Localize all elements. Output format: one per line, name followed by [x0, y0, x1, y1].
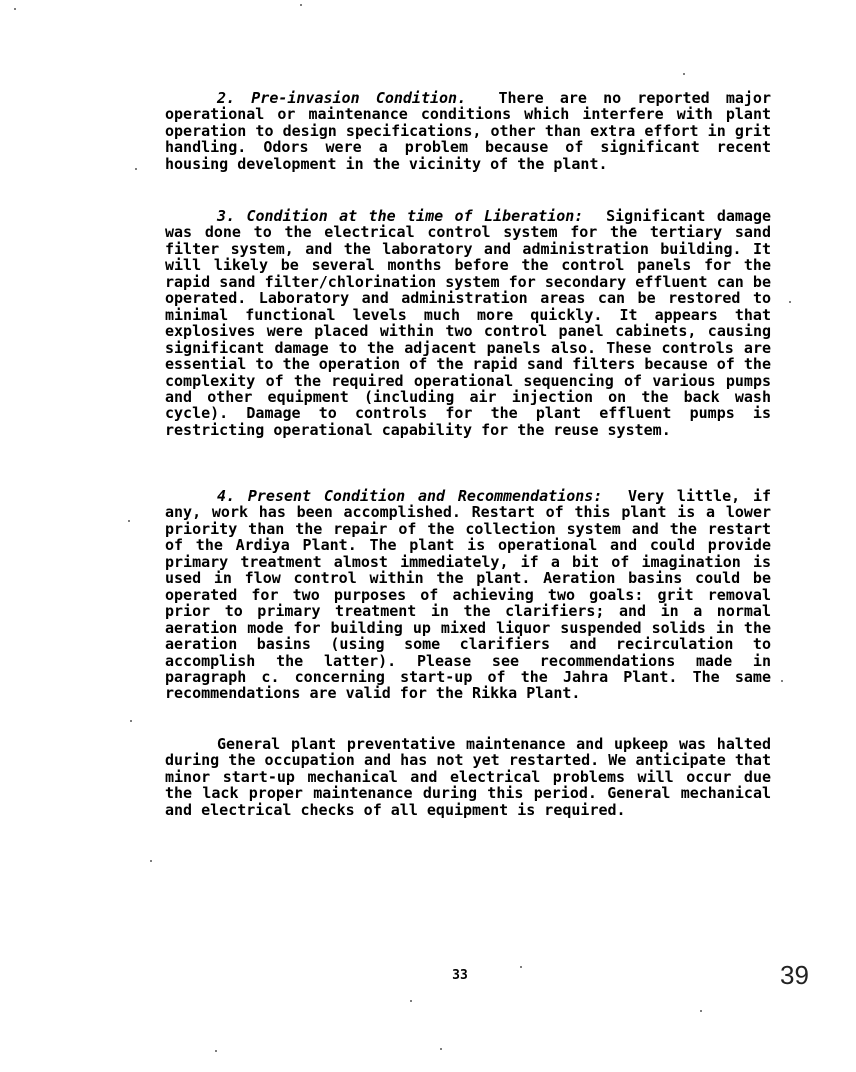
paragraph-heading: 3. Condition at the time of Liberation:: [217, 207, 584, 225]
scan-speck: [150, 860, 152, 862]
scan-speck: [683, 73, 685, 75]
scan-speck: [14, 8, 16, 10]
scan-speck: [781, 680, 783, 682]
scan-speck: [130, 720, 132, 722]
paragraph-general-maintenance: [165, 736, 771, 818]
stamp-number: 39: [780, 960, 809, 990]
paragraph-body: Significant damage was done to the electrical control system for the tertiary sand filter system, and the laboratory and administration building. It will likely be several months before the control panels for the rapid sand filter/chlorination system for secondary effluent can be operated. Laboratory and administration areas can be restored to minimal functional levels much more quickly. It appears that explosives were placed within two control panel cabinets, causing significant damage to the adjacent panels also. These controls are essential to the operation of the rapid sand filters because of the complexity of the required operational sequencing of various pumps and other equipment (including air injection on the back wash cycle). Damage to controls for the plant effluent pumps is restricting operational capability for the reuse system.: [165, 207, 772, 439]
scan-speck: [440, 1048, 442, 1050]
scan-speck: [135, 168, 137, 170]
scan-speck: [300, 4, 302, 6]
paragraph-body: There are no reported major operational or maintenance conditions which interfere with plant operation to design specifications, other than extra effort in grit handling. Odors were a problem because of significant recent housing development in the vicinity of the plant.: [165, 89, 771, 173]
page-number: 33: [452, 968, 468, 983]
scan-speck: [520, 966, 522, 968]
scan-speck: [789, 301, 791, 303]
paragraph-present-condition: [165, 488, 771, 702]
scan-speck: [215, 1050, 217, 1052]
paragraph-body: Very little, if any, work has been accomplished. Restart of this plant is a lower priority than the repair of the collection system and the restart of the Ardiya Plant. The plant is operational and could provide primary treatment almost immediately, if a bit of imagination is used in flow control within the plant. Aeration basins could be operated for two purposes of achieving two goals: grit removal prior to primary treatment in the clarifiers; and in a normal aeration mode for building up mixed liquor suspended solids in the aeration basins (using some clarifiers and recirculation to accomplish the latter). Please see recommendations made in paragraph c. concerning start-up of the Jahra Plant. The same recommendations are valid for the Rikka Plant.: [165, 487, 772, 703]
scan-speck: [700, 1010, 702, 1012]
paragraph-heading: 4. Present Condition and Recommendations:: [217, 487, 603, 505]
scan-speck: [410, 1000, 412, 1002]
paragraph-heading: 2. Pre-invasion Condition.: [217, 89, 467, 107]
paragraph-pre-invasion-condition: [165, 90, 771, 172]
paragraph-body: General plant preventative maintenance and upkeep was halted during the occupation and has not yet restarted. We anticipate that minor start-up mechanical and electrical problems will occur due the lack proper maintenance during this period. General mechanical and electrical checks of all equipment is required.: [165, 735, 771, 819]
scan-speck: [128, 520, 130, 522]
paragraph-condition-at-liberation: [165, 208, 771, 438]
